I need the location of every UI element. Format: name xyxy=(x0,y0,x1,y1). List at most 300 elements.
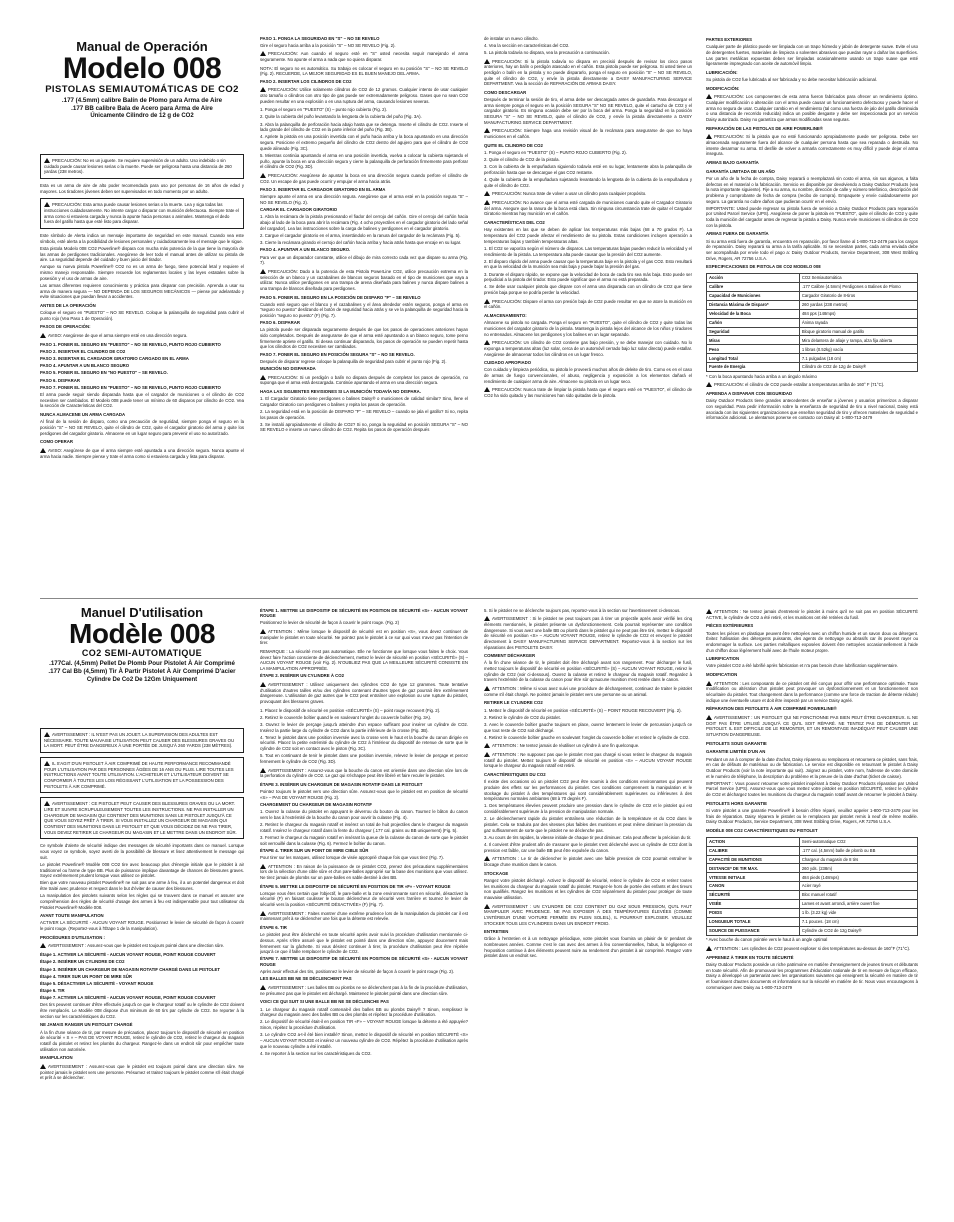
warning-box xyxy=(40,154,244,179)
section-heading: RÉPARATION DES PISTOLETS À AIR COMPRIMÉ POWERLINE® xyxy=(706,706,837,712)
caution-text: PRECAUCIÓN: Nunca trate de limpiar la pistola hasta que el seguro esté en "PUESTO", el cilindro de CO2 ha sido quitado y las municiones han sido quitadas de la pistola. xyxy=(484,387,692,399)
step-heading: PASO 5. PONER EL SEGURO EN "NO PUESTO" – SE REVELO. xyxy=(40,370,168,376)
warning-icon xyxy=(706,609,712,614)
spec-table xyxy=(706,273,918,372)
spec-label: Distancia Máxima de Disparo* xyxy=(707,300,800,309)
warning-icon xyxy=(44,801,50,806)
spec-row xyxy=(707,345,918,354)
spec-label: CALIBRE xyxy=(707,846,800,855)
spec-row xyxy=(707,336,918,345)
spec-value: 7.1 pulgadas (18 cm) xyxy=(799,354,917,363)
warning-icon xyxy=(484,752,490,757)
section-heading: PISTOLETS SOUS GARANTIE xyxy=(706,740,767,746)
spec-value: Semi-automatique CO2 xyxy=(799,837,917,846)
section-heading: ARMAS BAJO GARANTÍA xyxy=(706,160,759,166)
warning-icon xyxy=(260,768,266,773)
caution-paragraph xyxy=(484,340,692,357)
spec-row xyxy=(707,291,918,300)
fr-subtitle: CO2 SEMI-AUTOMATIQUE xyxy=(81,648,203,659)
body-paragraph: Gire el seguro hacia arriba a la posición "S" – NO SE REVELO (Fig. 2). xyxy=(260,42,396,48)
body-paragraph: 3. Durante el disparo rápido, se expone que la velocidad de boca de cada tiro sea más baja. Esto puede ser perjudicial a la pistola del tirador. Esto puede significar que el arma no está preparada. xyxy=(484,271,692,283)
warning-text: AVERTISSEMENT : IL N'EST PAS UN JOUET. LA SUPERVISION DES ADULTES EST NÉCESSAIRE. TOUTE MAUVAISE UTILISATION PEUT CAUSER DES BLESSURES GRAVES OU LA MORT. PEUT ÊTRE DANGEREUX À UNE PORTÉE DE JUSQU'À 260 YARDS (238 MÈTRES). xyxy=(44,732,235,749)
caution-paragraph xyxy=(706,715,918,738)
section-heading: COMO DESCARGAR xyxy=(484,89,527,95)
caution-paragraph xyxy=(260,682,468,705)
spec-label: Fuente de Energía xyxy=(707,363,800,372)
spec-row xyxy=(707,300,918,309)
caution-text: AVERTISSEMENT : UN CYLINDRE DE CO2 CONTIENT DU GAZ SOUS PRESSION, QU'IL FAUT MANIPULER AVEC PRUDENCE. NE PAS EXPOSER À DES TEMPÉRATURES ÉLEVÉES (COMME L'INTÉRIEUR D'UNE VOITURE FERMÉE EN PLEIN SOLEIL), IL POURRAIT EXPLOSER. VEUILLEZ STOCKER TOUS LES CYLINDRES DANS UN ENDROIT FROID. xyxy=(484,903,692,926)
body-paragraph: Pointez toujours le pistolet vers une direction sûre. Assurez-vous que le pistolet est en position de sécurité «S» – PAS DE VOYANT ROUGE (Fig. 2). xyxy=(260,789,468,800)
caution-paragraph xyxy=(706,382,918,388)
caution-text: PRECAUCIÓN: Dispare el arma con presión baja de CO2 puede resultar en que se atore la munición en el cañón. xyxy=(484,298,692,310)
fr-model-title: Modèle 008 xyxy=(69,618,215,650)
caution-paragraph xyxy=(706,681,918,704)
spec-label: ACTION xyxy=(707,837,800,846)
warning-icon xyxy=(260,269,266,274)
step-heading: Étape 6. TIR xyxy=(40,988,65,994)
body-paragraph: 5. Mientras continúa apuntando el arma en una posición invertida, vuelva a colocar la cubierta sujetando el puño, apunte la boca en una dirección segura y cierre la palanquilla de perforación firmemente para perforar el cilindro de CO2 (Fig. 3D). xyxy=(260,152,468,170)
spec-row xyxy=(707,318,918,327)
step-heading: ÉTAPE 4. TIRER SUR UN POINT DE MIRE CIBLE SÛR xyxy=(260,847,369,853)
body-paragraph: REMARQUE : La sécurité n'est pas automatique. Elle ne fonctionne que lorsque vous faites le choix. Vous devez faire l'action consciente de déclenchement, mettez le levier de sécurité en position «SÉCURITÉ» (S) – AUCUN VOYANT ROUGE (voir Fig. 2). N'OUBLIEZ PAS QUE LA MEILLEURE SÉCURITÉ CONSISTE EN LA MANIPULATION APPROPRIÉE. xyxy=(260,649,468,672)
caution-text: PRECAUCIÓN: Nunca trate de volver a usar un cilindro para cualquier propósito. xyxy=(492,191,647,197)
section-heading: AVANT TOUTE MANIPULATION xyxy=(40,913,104,919)
body-paragraph: La pistola puede ser disparada seguramente después de que los pasos de operaciones anteriores hayan sido completados. Después de asegurarse de que el arma esté apuntando a un blanco seguro, tome perno firmemente apriete el gatillo. Si desea continuar disparando, los pasos de operación se pueden repetir hasta que los cilindros de CO2 necesiten ser cambiados. xyxy=(260,327,468,350)
warning-icon xyxy=(40,333,46,338)
caution-paragraph xyxy=(40,333,244,339)
caution-paragraph xyxy=(484,387,692,398)
step-heading: PASO 1. PONER EL SEGURO EN "PUESTO" – NO SE REVELO, PUNTO ROJO CUBIERTO xyxy=(40,341,221,347)
body-paragraph: 2. Retirez le cylindre de CO2 du pistolet. xyxy=(484,714,561,720)
spec-value: Ánima rayada xyxy=(799,318,917,327)
step-heading: PASO 3. INSERTAR EL CARGADOR GIRATORIO CARGADO EN EL ARMA xyxy=(40,356,189,362)
caution-paragraph xyxy=(260,911,468,922)
body-paragraph: Coloque el seguro en "PUESTO" – NO SE REVELO. Coloque la palanquilla de seguridad para cubrir el punto rojo (Vea Paso 1 de Operación). xyxy=(40,310,244,321)
spec-value: CO2 Semiautomática xyxy=(799,274,917,283)
step-heading: PASO 3. INSERTAR EL CARGADOR GIRATORIO EN EL ARMA xyxy=(260,187,386,193)
body-paragraph: 1. Placez le dispositif de sécurité en position «SÉCURITÉ» (S) – point rouge recouvert (Fig. 2). xyxy=(260,707,441,713)
section-heading: APPRENEZ À TIRER EN TOUTE SÉCURITÉ xyxy=(706,954,794,960)
spec-label: SÉCURITÉ xyxy=(707,891,800,900)
es-column-3 xyxy=(484,34,692,594)
spec-value: 484 pps (148mps) xyxy=(799,309,917,318)
spec-label: Acción xyxy=(707,274,800,283)
body-paragraph: Des tirs peuvent continuer d'être effectués jusqu'à ce que le chargeur rotatif ou le cylindre de CO2 doivent être remplacés. Le Modèle 008 dispose d'un minimum de 60 tirs par cylindre de CO2. Se reporter à la section sur les caractéristiques du CO2. xyxy=(40,1002,244,1019)
caution-paragraph xyxy=(484,299,692,310)
warning-text: PRECAUCIÓN: Esta arma puede causar lesiones serias o la muerte. Lea y siga todas las instrucciones cuidadosamente. No intente cargar o disparar con munición defectuosa. Siempre trate el arma como si estuviera cargada y nunca la apunte hacia personas o animales. Mantenga el dedo fuera del gatillo hasta que esté listo para disparar. xyxy=(44,202,239,225)
body-paragraph: 4. Quite la cubierta de la empuñadura sujetando levantando la lengüeta de la cubierta de la empuñadura y quite el cilindro de CO2. xyxy=(484,177,692,188)
step-heading: Étape 4. TIRER SUR UN POINT DE MIRE SÛR xyxy=(40,973,132,979)
body-paragraph: 3. Abra la palanquilla de perforación hacia abajo hasta que se detenga. Inserte el cilindro de CO2. Inserte el lado grande del cilindro de CO2 en la parte inferior del puño (Fig. 3B). xyxy=(260,121,468,133)
body-paragraph: 4. Se reporter à la section sur les caractéristiques du CO2. xyxy=(260,1050,372,1056)
body-paragraph: Après avoir effectué des tirs, positionnez le levier de sécurité de façon à couvrir le point rouge (Fig. 2). xyxy=(260,969,455,975)
warning-icon xyxy=(484,59,490,64)
body-paragraph: 2. Quite la cubierta del puño levantando la lengüeta de la cubierta del puño (Fig. 3A). xyxy=(260,114,422,120)
spec-label: CAPACITÉ DE MUNITIONS xyxy=(707,855,800,864)
warning-icon xyxy=(260,51,266,56)
body-paragraph: 3. Con la cubierta de la empuñadura siguiendo todavía esté en su lugar, lentamente abra la palanquilla de perforación hasta que se descargue el gas CO2 restante. xyxy=(484,164,692,175)
caution-paragraph xyxy=(484,686,692,697)
fr-column-4 xyxy=(706,606,918,1218)
warning-text: AVERTISSEMENT : CE PISTOLET PEUT CAUSER DES BLESSURES GRAVES OU LA MORT. LIRE ET SUIVRE SCRUPULEUSEMENT TOUTES LES INSTRUCTIONS. NE PAS INSTALLER UN CHARGEUR DE MAGASIN QUI CONTIENT DES MUNITIONS SANS LE PISTOLET JUSQU'À CE QUE VOUS SOYEZ PRÊT À TIRER. SI VOUS INSTALLEZ UN CHARGEUR DE MAGASIN QUI CONTIENT DES MUNITIONS DANS LE PISTOLET ET QUE VOUS DÉCIDEZ DE NE PAS TIRER, VOUS DEVEZ RETIRER LE CHARGEUR DU MAGASIN ET LE METTRE DANS UN ENDROIT SÛR. xyxy=(44,801,237,835)
step-heading: ÉTAPE 3. INSÉRER UN CHARGEUR DE MAGASIN ROTATIF DANS LE PISTOLET xyxy=(260,781,423,787)
warning-text: PRECAUCIÓN: No es un juguete. Se requiere supervisión de un adulto. Uso indebido o sin cuidado puede causar lesiones serias o la muerte. Puede ser peligrosa hasta una distancia de 260 yardas (238 metros). xyxy=(44,158,232,175)
section-heading: PARTES EXTERIORES xyxy=(706,37,753,42)
caution-paragraph xyxy=(484,743,692,749)
body-paragraph: El arma puede seguir siendo disparada hasta que el cargador de municiones o el cilindro de CO2 necesiten ser cambiados. El Modelo 008 puede tener un mínimo de 60 disparos por cilindro de CO2. Vea la sección de Características del CO2. xyxy=(40,392,244,409)
body-paragraph: 1. Ponga el seguro en "PUESTO" (S) – punto rojo cubierto (Fig. 2). xyxy=(260,107,388,113)
caution-paragraph xyxy=(706,134,918,157)
section-heading: CUIDADO APROPIADO xyxy=(484,360,532,366)
body-paragraph: 3. Ouvrez le levier de perçage jusqu'à atteindre d'un espace suffisant pour insérer un cylindre de CO2. Insérez la partie large du cylindre de CO2 dans la partie inférieure de la crosse (Fig. 3B). xyxy=(260,721,468,733)
spec-label: Peso xyxy=(707,345,800,354)
spec-row xyxy=(707,363,918,372)
fr-caliber-2: .177 Cal Bb (4,5mm) Tir À Partir Pistolet À Air Comprimé D'acier xyxy=(48,668,236,676)
es-column-4 xyxy=(706,34,918,594)
body-paragraph: Para ver que un disparador constante, utilice el dibujo de mira correcto cada vez que dispare su arma (Fig. 7). xyxy=(260,254,468,266)
section-heading: APRENDA A DISPARAR CON SEGURIDAD xyxy=(706,391,793,396)
step-heading: MUNICIÓN NO DISPARADA xyxy=(260,365,316,371)
caution-text: AVERTISSEMENT : UN PISTOLET QUI NE FONCTIONNE PAS BIEN PEUT ÊTRE DANGEREUX. IL NE DOIT PAS ÊTRE UTILISÉ JUSQU'À CE QU'IL SOIT RÉPARÉ. NE TENTEZ PAS DE DÉMONTER LE PISTOLET. IL EST DIFFICILE DE LE REMONTER, ET UN REMONTAGE INADÉQUAT PEUT CAUSER UNE SITUATION DANGEREUSE. xyxy=(706,715,918,738)
body-paragraph: * Con la boca apuntando hacia arriba a un ángulo máximo xyxy=(706,373,817,379)
body-paragraph: Si votre pistolet a une garantie Powerline® à besoin d'être réparé, veuillez appeler 1-800-713-2479 pour les frais de réparation. Daisy réparera le pistolet ou le remplacera par pistolet remis à neuf de même modèle. Daisy Outdoor Products, Service Department, 308 West Stribling Drive, Rogers, AR 72756 U.S.A. xyxy=(706,807,918,825)
body-paragraph: 1. El Cargador Giratorio tiene perdigones o balines Daisy® o municiones de calidad similar? Sino, llene el Cargador Giratorio con perdigones o balines y repita los pasos de operación. xyxy=(260,396,468,407)
spec-row xyxy=(707,846,918,855)
step-heading: PASO 5. PONER EL SEGURO EN LA POSICIÓN DE DISPARO "F" – SE REVELO xyxy=(260,294,421,300)
spec-value: Chargeur du magasin de 8 tirs xyxy=(799,855,917,864)
warning-icon xyxy=(260,629,266,634)
caution-text: ATTENTION : Ne supposez pas que le pistolet n'est pas chargé si vous retirez le chargeur du magasin rotatif du pistolet. Mettez toujours le dispositif de sécurité en position «S» – AUCUN VOYANT ROUGE lorsque le chargeur du magasin rotatif est retiré. xyxy=(484,752,692,769)
body-paragraph: Bien que votre nouveau pistolet Powerline® ne soit pas une arme à feu, il a un potentiel dangereux et doit être traité avec prudence et respect dans le but d'éviter de causer des blessures. xyxy=(40,880,244,892)
spec-label: LONGUEUR TOTALE xyxy=(707,917,800,926)
caution-text: ATTENTION : Ne tentez jamais de réutiliser un cylindre à une fin quelconque. xyxy=(492,743,640,749)
step-heading: Étape 1. ACTIVER LA SÉCURITÉ - AUCUN VOYANT ROUGE, POINT ROUGE COUVERT xyxy=(40,952,216,958)
spec-value: 1 libras (0.52kg) vacía xyxy=(799,345,917,354)
spec-table xyxy=(706,837,918,936)
step-heading: HAGA LAS SIGUIENTES REVISIONES SI LA MUNICIÓN TODAVÍA NO DISPARA. xyxy=(260,388,421,394)
caution-text: ATTENTION : Les cylindres de CO2 peuvent exploser si des températures au-dessus de 160°F (71°C). xyxy=(714,945,911,951)
warning-icon xyxy=(260,87,266,92)
body-paragraph: Daisy Outdoor Products possède un riche patrimoine en matière d'enseignement de jeunes tireurs et débutants en toute sécurité. Afin de promouvoir les programmes d'éducation nationale de tir en mesure de façon efficace, Daisy a développé un partenariat avec les organisations suivantes qui enseignent la sécurité en matière de tir et fournissent d'autres documents et informations sur la sécurité en matière de tir. Nous vous encourageons à communiquer avec Daisy au 1-800-713-2479 xyxy=(706,961,918,990)
body-paragraph: 4. Tenez le pistolet dans une position inversée avec la crosse vers le haut et la bouche du canon dirigée en sécurité. Placez la petite extrémité du cylindre de CO2 à l'intérieur du dispositif de retenue de sorte que le cylindre de CO2 soit en contact avec le piston (Fig. 3C). xyxy=(260,734,468,752)
caution-text: PRECAUCIÓN: Siempre haga una revisión visual de la recámara para asegurarse de que no haya municiones en el cañón. xyxy=(484,128,692,140)
caution-text: ATTENTION : Le tir de déclencher le pistolet avec une faible pression de CO2 pourrait entraîner le blocage d'une munition dans le canon. xyxy=(484,856,692,868)
body-paragraph: 2. La seguridad está en la posición de DISPARO "F" – SE REVELO – cuando se jala el gatillo? Si no, repita los pasos de operación. xyxy=(260,408,468,420)
spec-label: DISTANCE* DE TIR MAX. xyxy=(707,864,800,873)
body-paragraph: Ce symbole d'alerte de sécurité indique des messages de sécurité importants dans ce manuel. Lorsque vous voyez ce symbole, soyez averti de la possibilité de blessure et lisez attentivement le message qui suit. xyxy=(40,843,244,860)
spec-label: Capacidad de Municiones xyxy=(707,291,800,300)
warning-icon xyxy=(40,943,46,948)
spec-label: Longitud Total xyxy=(707,354,800,363)
section-heading: PROCÉDURES D'UTILISATION : xyxy=(40,934,105,940)
spec-value: Cargador Giratorio de 8-tiros xyxy=(799,291,917,300)
step-heading: VOICI CE QUI SUIT SI UNE BALLE BB NE SE DÉCLENCHE PAS xyxy=(260,999,389,1005)
body-paragraph: 1. Ouvrez la culasse du pistolet en appuyant le déverrou du bouton du canon. Tournez le bâton du canon vers le bas à l'extrémité de la bouche du canon pour ouvrir la culasse (Fig. 4). xyxy=(260,809,468,820)
warning-icon xyxy=(706,134,712,139)
spec-row xyxy=(707,327,918,336)
step-heading: ÉTAPE 5. METTRE LE DISPOSITIF DE SÉCURITÉ EN POSITION DE TIR «F» - VOYANT ROUGE xyxy=(260,883,451,889)
step-heading: ÉTAPE 6. TIR xyxy=(260,925,287,931)
body-paragraph: 1. Mettez le dispositif de sécurité en position «SÉCURITÉ» (S) – POINT ROUGE RECOUVERT (Fig. 2). xyxy=(484,707,682,713)
es-model-title: Modelo 008 xyxy=(62,52,222,86)
spec-value: Acier rayé xyxy=(799,882,917,891)
section-heading: PIÈCES EXTÉRIEURES xyxy=(706,623,754,629)
body-paragraph: Esta pistola Modelo 008 CO2 Powerline® dispara con mucha más potencia de la que tiene la mayoría de las armas de perdigones tradicionales. Asegúrese de leer todo el manual antes de utilizar su pistola de aire. La seguridad depende del cuidado y buen juicio del tirador. xyxy=(40,245,244,263)
caution-text: ATTENTION : Les composants de ce pistolet ont été conçus pour offrir une performance optimale. Toute modification ou altération d'un pistolet peut provoquer un dysfonctionnement et un fonctionnement non sécuritaire du pistolet. Tout changement dans la performance (comme une force de traction de détente réduite) indique une éventuelle usure et doit être inspecté par un service Daisy agréé. xyxy=(706,680,918,703)
body-paragraph: 1. Abra la recámara de la pistola presionando el fiador del cerrojo del cañón. Gire el cerrojo del cañón hacia abajo al lado de la boca para abrir la recámara (Fig. 4 ocho proyectiles en el cargador giratorio del lado señal del cargador). Lea las instrucciones sobre la carga de balines y perdigones en el cargador giratorio. xyxy=(260,214,468,231)
step-heading: PASO 2. INSERTAR EL CILINDRO DE CO2 xyxy=(40,348,126,354)
section-heading: RETIRER LE CYLINDRE CO2 xyxy=(484,700,543,706)
body-paragraph: À la fin d'une séance de tir, le pistolet doit être déchargé avant son rangement. Pour décharger le fusil, mettez toujours le dispositif de sécurité en position «SÉCURITÉ» (S) – AUCUN VOYANT ROUGE, retirez le cylindre de CO2 (voir ci-dessous). Ouvrez la culasse et retirez le chargeur du magasin rotatif. Regardez à travers l'extrémité de la culasse du canon pour être sûr qu'aucune munition n'est restée dans le canon. xyxy=(484,660,692,683)
warning-icon xyxy=(484,200,490,205)
caution-text: AVERTISSEMENT : Assurez-vous que la bouche du canon est orientée dans une direction sûre lors de la perforation du cylindre de CO2. Le gaz qui s'échappe peut être libéré et faire reculer le pistolet. xyxy=(260,767,468,779)
body-paragraph: Cuando esté seguro que el blanco y el cazabalines y el área alrededor estén seguros, ponga el arma en "seguro no puesto" deslizando el botón de seguridad hacia atrás y se ve la palanquilla de seguridad hacia la posición "seguro no puesto" (F) (Fig. 7). xyxy=(260,301,468,319)
caution-paragraph xyxy=(484,59,692,87)
es-manual-title: Manual de Operación xyxy=(76,39,208,54)
step-heading: Étape 2. INSÉRER UN CYLINDRE DE CO2 xyxy=(40,959,125,965)
spec-label: Cañón xyxy=(707,318,800,327)
body-paragraph: Lorsque vous êtes certain que l'objectif, le pare-balle et la zone environnante sont en sécurité, désactivez la sécurité (F) en faisant coulisser le bouton déclencheur de sécurité vers l'arrière et tournez le levier de sécurité vers la position «SÉCURITÉ DÉSACTIVÉE» (F) (Fig. 7). xyxy=(260,890,468,908)
caution-paragraph xyxy=(40,1064,244,1081)
spec-value: 260 yardas (238 metros) xyxy=(799,300,917,309)
spec-row xyxy=(707,864,918,873)
caution-text: AVISO: Asegúrese de que el arma siempre esté en una dirección segura. xyxy=(48,333,188,339)
warning-icon xyxy=(40,448,46,453)
step-heading: LES BALLES BB NE SE DÉCLENCHENT PAS xyxy=(260,976,352,982)
caution-text: PRECAUCIÓN: Un cilindro de CO2 contiene gas bajo presión, y se debe manejar con cuidado. No lo exponga a temperaturas altas (luz solar, cerca de un automóvil cerrado bajo luz solar directa) puede estallar. Asegúrese de almacenar todos los cilindros en un lugar fresco. xyxy=(484,340,692,357)
body-paragraph: 4. Retirez le couvercle boîtier gauche en soulevant l'onglet du couvercle boîtier et retirez le cylindre de CO2. xyxy=(484,734,690,740)
caution-paragraph xyxy=(260,629,468,646)
step-heading: PASO 1. PONGA LA SEGURIDAD EN "S" – NO SE REVELO xyxy=(260,35,380,41)
section-heading: CARACTERÍSTICAS DEL CO2 xyxy=(484,220,545,226)
caution-text: PRECAUCIÓN: Dado a la potencia de esta Pistola PowerLine CO2, utilice precaución extrema en la selección de un blanco y un cazabalines de blancos seguros basado en el tipo de municiones que vaya a utilizar. Nunca utilice perdigones en una trampa de arena diseñada para balines y nunca dispare balines a una trampa de blancos diseñada para perdigones. xyxy=(260,268,468,291)
spec-value: .177 cal. (4,5mm) balle de plomb ou BB xyxy=(799,846,917,855)
fr-column-1 xyxy=(40,724,244,1216)
warning-box xyxy=(40,757,244,793)
section-heading: NUNCA ALMACENE UN ARMA CARGADA xyxy=(40,412,126,418)
warning-icon xyxy=(484,616,490,621)
caution-paragraph xyxy=(260,173,468,184)
body-paragraph: 5. La pistola todavía no dispara, vea la precaución a continuación. xyxy=(484,49,610,55)
spec-row xyxy=(707,855,918,864)
spec-value: .177 Calibre (4.5mm) Perdigones o Balines de Plomo xyxy=(799,282,917,291)
warning-icon xyxy=(44,732,50,737)
warning-icon xyxy=(706,715,712,720)
section-heading: ARMAS FUERA DE GARANTÍA xyxy=(706,231,769,237)
warning-icon xyxy=(484,128,490,133)
body-paragraph: 4. Vea la sección en características del CO2. xyxy=(484,42,570,48)
step-heading: CARGAR EL CARGADOR GIRATORIO xyxy=(260,207,338,213)
section-heading: COMO OPERAR xyxy=(40,439,73,445)
spec-row xyxy=(707,309,918,318)
body-paragraph: 2. Retirez le couvercle boîtier quand le en soulevant l'onglet du couvercle boîtier (Fig. 3A). xyxy=(260,714,432,720)
section-heading: MANIPULATION xyxy=(40,1055,73,1061)
body-paragraph: * Avec bouche du canon pointée vers le haut à un angle optimal xyxy=(706,937,828,943)
french-section xyxy=(0,600,954,1222)
caution-paragraph xyxy=(40,448,244,459)
caution-text: PRECAUCIÓN: el cilindro de CO2 puede estallar a temperaturas arriba de 160° F (71°C). xyxy=(714,382,885,388)
step-heading: PASO 6. DISPARAR xyxy=(260,320,300,326)
spec-value: Cylindre de CO2 de 12g Daisy® xyxy=(799,926,917,935)
body-paragraph: Por un año de la fecha de compra, Daisy reparará o reemplazará sin costo el arma, sin sus algunos, a falta defectos en el material o la fabricación. Servicio es disponible por devolviendo a Daisy Outdoor Products (vea la nota importante siguiente). Fije a su arma, su nombre, dirección de calle y número telefónico, descripción del problema y comprobante de fecha de compra (recibo de compra). Empaquete y envíe cuidadosamente por seguro. La garantía no cubre daños que pudieran ocurrir en el envío. xyxy=(706,175,918,204)
body-paragraph: Pendant un an à compter de la date d'achat, Daisy réparera ou remplacera et retournera ce pistolet, sans frais, en cas de défauts de matériaux ou de fabrication. Le service est disponible en retournant le pistolet à Daisy Outdoor Products (voir la note importante qui suit). Joignez au pistolet, votre nom, l'adresse de votre domicile et le numéro de téléphone, la description du problème et la preuve de la date d'achat (ticket de caisse). xyxy=(706,756,918,779)
body-paragraph: Si su arma está fuera de garantía, encuentra en reparación, por favor llame al 1-800-713-2479 para los cargos de reparación. Daisy reparará su arma a la tarifa aplicable. Si se necesitan partes, cada arma enviada debe ser acompañada por envíe todo el pago a: Daisy Outdoor Products, Service Department, 308 West Stribling Drive, Rogers, AR 72756 U.S.A. xyxy=(706,238,918,261)
body-paragraph: Grâce à l'entretien et à un nettoyage périodique, votre pistolet vous fournira un plaisir de tir pendant de nombreuses années. Comme c'est le cas avec des armes à feu conventionnelles, l'abus, la négligence et l'exposition continue à des éléments peuvent nuire au rendement d'un pistolet à air comprimé. Rangez votre pistolet dans un endroit sec. xyxy=(484,936,692,959)
warning-icon xyxy=(484,743,490,748)
fr-manual-title: Manuel D'utilisation xyxy=(80,605,204,620)
warning-icon xyxy=(260,864,266,869)
es-column-1 xyxy=(40,150,244,590)
body-paragraph: 2. Cargue el cargador giratorio en el arma, insertándolo en la ranura del cargador de la recámara (Fig. 5). xyxy=(260,232,461,238)
warning-icon xyxy=(260,173,266,178)
body-paragraph: Rangez votre pistolet déchargé. Activez le dispositif de sécurité, retirez le cylindre de CO2 et retirez toutes les munitions du chargeur du magasin rotatif du pistolet. Rangez-le hors de portée des enfants et des tireurs non qualifiés. Rangez les munitions et les cylindres de CO2 séparément du pistolet pour protéger de toute mauvaise utilisation. xyxy=(484,877,692,900)
spec-value: Cilindro de CO2 de 12g de Daisy® xyxy=(799,363,917,372)
body-paragraph: IMPORTANTE: Usted puede regresar su pistola fuera de servicio a Daisy Outdoor Products para reparación por United Parcel Service (UPS). Asegúrese de poner la pistola en "PUESTO", quite el cilindro de CO2 y quite toda la munición del cargador antes de regresar la pistola a Daisy. Nunca envíe municiones ni cilindros de CO2 con la pistola. xyxy=(706,205,918,228)
caution-text: PRECAUCIÓN: Aun cuando el seguro esté en "S" usted necesita seguir manejando el arma seguramente. No apunte el arma a nada que no quiera disparar. xyxy=(260,51,468,63)
caution-paragraph xyxy=(484,128,692,139)
body-paragraph: 4. Il convient d'être prudent afin de s'assurer que le pistolet s'est déclenché avec un cylindre de CO2 dont la pression est faible, car une balle BB peut être expulsée du canon. xyxy=(484,842,692,853)
spec-row xyxy=(707,873,918,882)
body-paragraph: 2. Quite el cilindro de CO2 de la pistola. xyxy=(484,157,560,163)
body-paragraph: Le pistolet Powerline® Modèle 008 CO2 tire avec beaucoup plus d'énergie initiale que le pistolet à air traditionnel ou l'arme de type BB. Plus de puissance implique davantage de chances de blessures graves. Soyez extrêmement prudent lorsque vous utilisez ce pistolet. xyxy=(40,861,244,879)
caution-text: AVISO: Asegúrese de que el arma siempre esté apuntada a una dirección segura. Nunca apunte el arma hacia nadie. Siempre piense y trate el arma como si estuviera cargada y lista para disparar. xyxy=(40,447,244,459)
body-paragraph: Daisy Outdoor Products tiene grandes antecedentes de enseñar a jóvenes y usuarios primerizos a disparar con seguridad. Para pedir información sobre la enseñanza de seguridad de tiro a nivel nacional, Daisy está asociada con las siguientes organizaciones que enseñan seguridad de tiro y ofrecen materiales de seguridad e información adicional. Le alentamos ponerse en contacto con Daisy al: 1-800-713-2479 xyxy=(706,398,918,421)
caution-text: ATTENTION : Ne tentez jamais d'entretenir le pistolet à moins qu'il ne soit pas en position SÉCURITÉ ACTIVE, le cylindre de CO2 a été retiré, et les munitions ont été retirées du fusil. xyxy=(706,609,918,620)
spec-value: 7.1 pouces. (18 cm) xyxy=(799,917,917,926)
es-header xyxy=(40,40,244,121)
section-heading: ESPECIFICACIONES DE PISTOLA DE CO2 MODELO 008 xyxy=(706,264,821,270)
section-heading: COMMENT DÉCHARGER xyxy=(484,653,536,659)
warning-icon xyxy=(40,1064,46,1069)
spec-label: Seguridad xyxy=(707,327,800,336)
warning-icon xyxy=(706,94,712,99)
warning-icon xyxy=(706,382,712,387)
es-caliber-1: .177 (4.5mm) calibre Balín de Plomo para Arma de Aire xyxy=(61,96,223,104)
body-paragraph: Su pistola de CO2 fue lubricada al ser fabricada y no debe necesitar lubricación adicional. xyxy=(706,77,878,83)
body-paragraph: Positionnez le levier de sécurité de façon à couvrir le point rouge. (Fig. 2) xyxy=(260,620,400,626)
spec-row xyxy=(707,837,918,846)
body-paragraph: 2. Le déclenchement rapide du pistolet entraînera une réduction de la température et du CO2 dans le pistolet. Cela se traduira par des vitesses plus faibles des munitions et peut même diminuer la pression du gaz suffisamment de sorte que le pistolet ne se déclenche pas. xyxy=(484,816,692,833)
caution-paragraph xyxy=(260,375,468,386)
caution-text: ATTENTION : Même si vous avez suivi une procédure de déchargement, continuez de traiter le pistolet comme s'il était chargé. Ne pointez jamais le pistolet vers une personne ou un animal. xyxy=(484,686,692,697)
section-divider xyxy=(40,598,918,599)
fr-header xyxy=(40,606,244,684)
body-paragraph: Este símbolo de Alerta indica un mensaje importante de seguridad en este manual. Cuando vea este símbolo, esté alerta a la posibilidad de lesiones personales y cuidadosamente lea el mensaje que le sigue. xyxy=(40,233,244,244)
warning-icon xyxy=(484,299,490,304)
body-paragraph: NOTA: El seguro no es automático. Su trabajo es colocar el seguro en su posición "S" – NO SE REVELO (Fig. 2). RECUERDE, LA MEJOR SEGURIDAD ES EL BUEN MANEJO DEL ARMA. xyxy=(260,65,468,77)
fr-cylinder-note: Cylindre De Co2 De 12Gm Uniquement xyxy=(86,676,198,683)
body-paragraph: Cualquier parte de plástico puede ser limpiada con un trapo húmedo y jabón de detergente suave. Evite el uso de detergentes fuertes, materiales de limpieza o solventes abrasivos que puedan rayar o dañar las superficies. Las partes metálicas expuestas deben ser limpiadas ocasionalmente usando un trapo suave que esté ligeramente impregnado con aceite de automóvil limpio. xyxy=(706,44,918,67)
caution-text: AVERTISSEMENT : Faites montrer d'une extrême prudence lors de la manipulation du pistolet car il est maintenant prêt à se déclencher une fois que la détente est relevée. xyxy=(260,910,468,922)
spec-value: 484 pieds (148mps) xyxy=(799,873,917,882)
caution-paragraph xyxy=(260,87,468,104)
es-column-2 xyxy=(260,34,468,594)
es-caliber-2: .177 BB calibre Bala de Acero para Arma de Aire xyxy=(71,105,213,113)
caution-paragraph xyxy=(484,856,692,867)
warning-icon xyxy=(44,761,50,766)
section-heading: MODIFICATION xyxy=(706,672,738,678)
step-heading: Étape 7. ACTIVER LA SÉCURITÉ - AUCUN VOYANT ROUGE, POINT ROUGE COUVERT xyxy=(40,995,216,1001)
body-paragraph: IMPORTANT : Vous pouvez retourner votre pistolet inopérant à Daisy Outdoor Products réparation par United Parcel Service (UPS). Assurez-vous que vous mettez votre pistolet en position SÉCURITÉ, retirez le cylindre de CO2 et déchargez toutes les munitions du chargeur du magasin rotatif avant de retourner le pistolet à Daisy. xyxy=(706,780,918,798)
caution-text: PRECAUCIÓN: Utilice solamente cilindros de CO2 de 12 gramos. Cualquier intento de usar cualquier otro tamaño o cilindros con otro tipo de gas puede ser extremadamente peligroso. Gases que no sean CO2 pueden resultar en una explosión o en una ruptura del arma, causando lesiones severas. xyxy=(260,87,468,104)
warning-icon xyxy=(484,340,490,345)
body-paragraph: 1. Ponga el seguro en "PUESTO" (S) – PUNTO ROJO CUBIERTO (Fig. 2). xyxy=(484,149,627,155)
caution-paragraph xyxy=(260,51,468,62)
body-paragraph: 1. Des températures élevées peuvent produire une pression dans le cylindre de CO2 et le pistolet qui est considérablement supérieure à la pression de manipulation normale. xyxy=(484,803,692,815)
body-paragraph: Al final de la sesión de disparo, como una precaución de seguridad, siempre ponga el seguro en la posición "S" – NO SE REVELO, quite el cilindro de CO2, quite el cargador giratorio del arma y quite los perdigones del cargador giratorio. Almacene en un lugar seguro para prevenir el uso no autorizado. xyxy=(40,419,244,436)
step-heading: PASO 7. PONER EL SEGURO EN POSICIÓN SEGURA "S" – NO SE REVELO. xyxy=(260,351,415,357)
spec-label: Miras xyxy=(707,336,800,345)
body-paragraph: 5. Tout en continuant de tenir le pistolet dans une position inversée, relevez le levier de perçage et percez fermement le cylindre de CO2 (Fig. 3D). xyxy=(260,753,468,764)
body-paragraph: La manipulation des pistolets suivants selon les règles qui se trouvent dans ce manuel et assurer une compréhension des règles de sécurité d'usage des armes à feu est indispensable pour tout utilisateur du Pistolet Powerline® Modèle 008. xyxy=(40,893,244,910)
step-heading: ÉTAPE 1. METTRE LE DISPOSITIF DE SÉCURITÉ EN POSITION DE SÉCURITÉ «S» - AUCUN VOYANT ROUGE xyxy=(260,607,468,619)
spec-row xyxy=(707,917,918,926)
spec-row xyxy=(707,882,918,891)
section-heading: ENTRETIEN xyxy=(484,929,509,935)
section-heading: GARANTIE LIMITÉE D'UN AN xyxy=(706,749,766,755)
spec-value: Lames et avant arrondi, arrière ouvert fixe xyxy=(799,900,917,909)
spec-row xyxy=(707,282,918,291)
warning-box xyxy=(40,728,244,753)
spec-row xyxy=(707,891,918,900)
caution-text: PRECAUCIÓN: Asegúrese de apuntar la boca en una dirección segura cuando perfore el cilindro de CO2. Un escape de gas puede ocurrir y empujar el arma hacia atrás. xyxy=(260,172,468,184)
body-paragraph: 3. Se instaló apropiadamente el cilindro de CO2? Si no, ponga la seguridad en posición SEGURA "S" – NO SE REVELO e inserte un nuevo cilindro de CO2. Repita los pasos de operación después xyxy=(260,421,468,433)
warning-icon xyxy=(706,681,712,686)
caution-paragraph xyxy=(706,609,918,620)
spec-value: Mira delantera de aliaje y rampa, alza fija abierta xyxy=(799,336,917,345)
fr-column-2 xyxy=(260,606,468,1218)
section-heading: ANTES DE LA OPERACIÓN xyxy=(40,302,96,308)
caution-text: AVERTISSEMENT : Assurez-vous que le pistolet est toujours pointé dans une direction sûre. xyxy=(48,943,225,949)
spec-label: SOURCE DE PUISSANCE xyxy=(707,926,800,935)
body-paragraph: Toutes les pièces en plastique peuvent être nettoyées avec un chiffon humide et un savon doux ou détergent. Évitez l'utilisation des détergents puissants, des agents de nettoyage ou abrasifs car ils peuvent rayer ou endommager la surface. Les parties métalliques exposées doivent être nettoyées occasionnellement à l'aide d'un chiffon doux légèrement huilé avec de l'huile moteur propre. xyxy=(706,630,918,653)
body-paragraph: 2. El disparo rápido del arma puede causar que la temperatura baje en la pistola y el gas CO2. Esto resultará en que la velocidad de la munición sea más baja y puede bajar la presión del gas. xyxy=(484,258,692,270)
warning-icon xyxy=(260,911,266,916)
spec-label: CANON xyxy=(707,882,800,891)
caution-text: PRECAUCIÓN: Si la pistola todavía no dispara en precisió después de revisar los cinco pasos anteriores, hay un balín o perdigón atascado en el cañón. Esta pistola puede ser peligrosa. Si usted tiene un perdigón o balín en la pistola y no puede dispararlo, ponga el seguro en posición "S" – NO SE REVELO, quite el cilindro de CO2, y envíe la pistola directamente a DAISY MANUFACTURING SERVICE DEPARTMENT. Vea la sección de REPARACIÓN DE ARMAS DAISY. xyxy=(484,58,692,87)
caution-text: AVERTISSEMENT : Si le pistolet ne peut toujours pas à tirer un projectile après avoir vérifié les cinq éléments mentionnés, le pistolet présente un dysfonctionnement. Cela pourrait représenter une condition dangereuse. Si vous avez une balle BB ou plomb dans le pistolet qui ne peut pas être tiré, mettez le dispositif de sécurité en position «S» – AUCUN VOYANT ROUGE, retirez le cylindre de CO2 et envoyez le pistolet directement à DAISY MANUFACTURING SERVICE DEPARTMENT. Reportez-vous à la section sur les réparations des PISTOLETS DAISY. xyxy=(484,616,692,650)
spec-value: Bloque giratorio manual de gatillo xyxy=(799,327,917,336)
spec-value: Bloc manuel rotatif xyxy=(799,891,917,900)
step-heading: ÉTAPE 7. METTRE LE DISPOSITIF DE SÉCURITÉ EN POSITION DE SÉCURITÉ «S» - AUCUN VOYANT ROUGE xyxy=(260,956,468,968)
spec-row xyxy=(707,274,918,283)
fr-caliber-1: .177Cal. (4,5mm) Pellet De Plomb Pour Pistolet À Air Comprimé xyxy=(49,660,235,668)
warning-icon xyxy=(260,375,266,380)
spec-label: Calibre xyxy=(707,282,800,291)
step-heading: Étape 3. INSÉRER UN CHARGEUR DE MAGASIN ROTATIF CHARGÉ DANS LE PISTOLET xyxy=(40,966,221,972)
warning-icon xyxy=(484,856,490,861)
body-paragraph: Las armas diferentes requieren conocimiento y práctica para disparar con precisión. Aprenda a usar su arma de manera segura — NO DEPENDA DE LOS SEGUROS MECÁNICOS — piense por adelantado y evite situaciones que puedan llevar a accidentes. xyxy=(40,282,244,300)
spec-row xyxy=(707,926,918,935)
body-paragraph: Pour tirer sur les marques, utilisez lorsque de visée approprié chaque fois que vous tirez (Fig. 7). xyxy=(260,854,444,860)
section-heading: MODIFICACIÓN: xyxy=(706,85,740,91)
section-heading: QUITE EL CILINDRO DE CO2 xyxy=(484,142,543,148)
body-paragraph: Después de disparar regrese coloque la palanquilla de seguridad para cubrir el punto rojo (Fig. 2). xyxy=(260,358,447,364)
body-paragraph: de instalar un nuevo cilindro. xyxy=(484,35,539,41)
caution-text: ATTENTION : En raison de la puissance de ce pistolet CO2, prenez des précautions supplémentaires lors de la sélection d'une cible sûre et d'un pare-balles approprié sur la base des munitions que vous utilisez. Ne tirez jamais de plombs sur un pare-balles en sable destiné à des BB. xyxy=(260,863,468,880)
caution-text: PRECAUCIÓN: Los componentes de esta arma fueron fabricados para ofrecer un rendimiento óptimo. Cualquier modificación o alteración con el arma puede causar un funcionamiento defectuoso y puede hacer el arma no segura de usar. Cualquier cambio en el rendimiento (tal como una fuerza de jalo del gatillo disminuida o una distancia de recorrido reducida) indica un posible desgaste y debe ser inspeccionada por un servicio Daisy autorizado. Daisy no garantiza que armas modificadas sean seguras. xyxy=(706,94,918,123)
body-paragraph: Esta es un arma de aire de alto poder recomendada para uso por personas de 16 años de edad y mayores. Los tiradores jóvenes deben ser supervisados en todo momento por un adulto. xyxy=(40,183,244,194)
spec-row xyxy=(707,354,918,363)
section-heading: LUBRICACIÓN: xyxy=(706,69,738,75)
caution-paragraph xyxy=(484,200,692,217)
step-heading: CHARGEMENT DU CHARGEUR DE MAGASIN ROTATIF xyxy=(260,801,373,807)
body-paragraph: Siempre apunte el arma en una dirección segura. Asegúrese que el arma esté en la posición segura "S" – NO SE REVELO (Fig. 2). xyxy=(260,194,468,206)
caution-text: AVERTISSEMENT : Les balles BB ou plombs ne se déclenchent pas à la fin de la procédure d'utilisation, ne présumez pas que le pistolet est déchargé. Maintenez le pistolet pointé dans une direction sûre. xyxy=(260,985,468,996)
caution-text: PRECAUCIÓN: No avance que el arma esté cargada de municiones cuando quite el Cargador Giratorio del arma. Asegure que la ranura de la boca está clara. Sin ninguna circunstancia trate de quitar el Cargador Giratorio mientras hay munición en el cañón. xyxy=(484,200,692,217)
warning-icon xyxy=(484,686,490,691)
body-paragraph: 2. Retirez le chargeur du magasin rotatif et insérez un total de huit projectiles dans le chargeur du magasin rotatif. Insérez le chargeur rotatif dans la fente du chargeur (.177 cal. grains ou BB uniquement) (Fig. 5). xyxy=(260,822,468,833)
